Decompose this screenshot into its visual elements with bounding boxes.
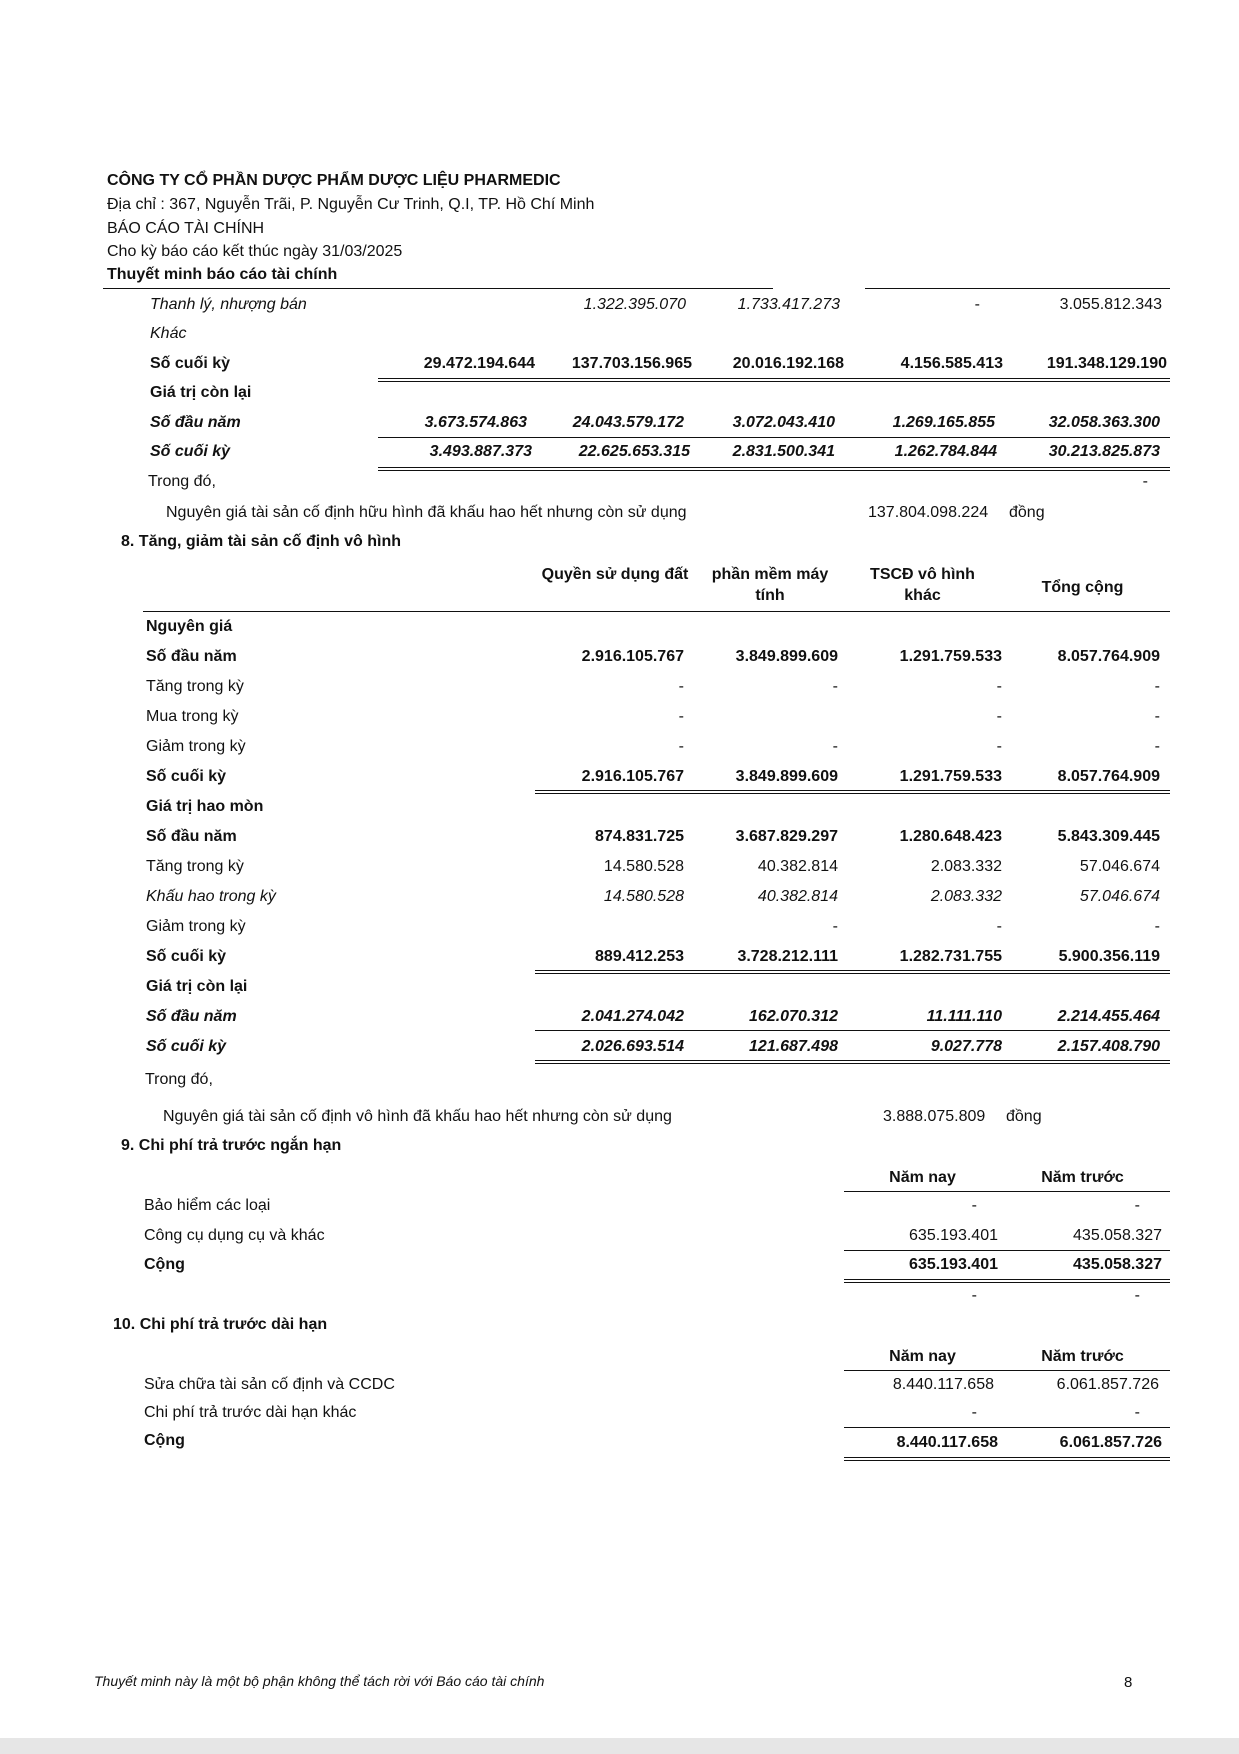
section-title: 10. Chi phí trả trước dài hạn: [113, 1316, 328, 1333]
cell: 8.440.117.658: [892, 1376, 994, 1393]
cell: -: [832, 918, 838, 935]
cell: -: [971, 1197, 977, 1214]
tangible-note-label: Nguyên giá tài sản cố định hữu hình đã khấu hao hết nhưng còn sử dụng: [166, 504, 687, 521]
row-label: Số cuối kỳ: [146, 948, 227, 965]
cell: 121.687.498: [749, 1038, 838, 1055]
cell: -: [1154, 678, 1160, 695]
tangible-note-value: 137.804.098.224: [868, 504, 989, 521]
row-label: Bảo hiểm các loại: [144, 1197, 271, 1214]
row-label: Giảm trong kỳ: [146, 918, 246, 935]
row-rule: [844, 1250, 1170, 1251]
cell: -: [996, 918, 1002, 935]
cell: 3.728.212.111: [737, 948, 838, 965]
row-label: Khác: [150, 325, 187, 342]
row-rule: [378, 437, 1170, 438]
table-rule: [535, 1030, 1170, 1031]
cell: 191.348.129.190: [1046, 355, 1167, 372]
column-header: TSCĐ vô hình khác: [870, 566, 975, 604]
cell: 2.157.408.790: [1057, 1038, 1160, 1055]
row-label: Sửa chữa tài sản cố định và CCDC: [144, 1376, 395, 1393]
cell: 435.058.327: [1073, 1227, 1162, 1244]
cell: -: [971, 1404, 977, 1421]
cell: 11.111.110: [926, 1008, 1002, 1025]
header-rule: [844, 1191, 1170, 1192]
cell: -: [971, 1287, 977, 1304]
cell: -: [678, 738, 684, 755]
cell: 1.291.759.533: [899, 768, 1002, 785]
row-label: Số đầu năm: [146, 1008, 237, 1025]
intangible-note-unit: đồng: [1006, 1108, 1042, 1125]
column-header: Năm nay: [889, 1348, 956, 1365]
cell: 1.262.784.844: [894, 443, 997, 460]
cell: -: [996, 678, 1002, 695]
cell: 30.213.825.873: [1048, 443, 1160, 460]
row-label: Số cuối kỳ: [150, 355, 231, 372]
column-header: Tổng cộng: [1041, 579, 1124, 596]
row-label: Thanh lý, nhượng bán: [150, 296, 307, 313]
table-rule: [535, 970, 1170, 974]
row-label: Nguyên giá: [146, 618, 233, 635]
column-header: Quyền sử dụng đất: [541, 566, 689, 583]
cell: 57.046.674: [1079, 858, 1160, 875]
cell: 2.026.693.514: [581, 1038, 684, 1055]
intangible-note-label: Nguyên giá tài sản cố định vô hình đã khấu hao hết nhưng còn sử dụng: [163, 1108, 672, 1125]
cell: 435.058.327: [1073, 1256, 1162, 1273]
row-label: Số cuối kỳ: [150, 443, 231, 460]
cell: -: [996, 738, 1002, 755]
column-header: Năm trước: [1041, 1348, 1124, 1365]
cell: 2.916.105.767: [581, 648, 684, 665]
row-label: Số cuối kỳ: [146, 768, 227, 785]
cell: 1.269.165.855: [892, 414, 995, 431]
company-name: CÔNG TY CỔ PHẦN DƯỢC PHẨM DƯỢC LIỆU PHARMEDIC: [107, 172, 561, 189]
cell: 1.733.417.273: [737, 296, 840, 313]
cell: -: [678, 708, 684, 725]
cell: 57.046.674: [1079, 888, 1160, 905]
cell: -: [1134, 1197, 1140, 1214]
header-rule: [844, 1370, 1170, 1371]
intangible-note-value: 3.888.075.809: [883, 1108, 986, 1125]
cell: 14.580.528: [603, 888, 684, 905]
cell: 1.291.759.533: [899, 648, 1002, 665]
row-label: Giảm trong kỳ: [146, 738, 246, 755]
cell: 635.193.401: [909, 1256, 998, 1273]
scan-edge: [0, 1738, 1239, 1754]
cell: -: [996, 708, 1002, 725]
row-label: Mua trong kỳ: [146, 708, 239, 725]
cell: 3.493.887.373: [429, 443, 532, 460]
in-which-label: Trong đó,: [145, 1071, 213, 1088]
cell: -: [1142, 473, 1148, 490]
total-rule: [844, 1279, 1170, 1283]
total-rule: [378, 467, 1170, 471]
cell: 6.061.857.726: [1056, 1376, 1159, 1393]
cell: 874.831.725: [595, 828, 684, 845]
column-header: Năm nay: [889, 1169, 956, 1186]
row-label: Số đầu năm: [146, 648, 237, 665]
cell: 2.831.500.341: [732, 443, 835, 460]
row-label: Cộng: [144, 1256, 185, 1273]
header-rule: [103, 288, 773, 289]
row-rule: [844, 1427, 1170, 1428]
total-rule: [378, 378, 1170, 382]
cell: -: [1154, 918, 1160, 935]
tangible-note-unit: đồng: [1009, 504, 1045, 521]
row-label: Khấu hao trong kỳ: [146, 888, 276, 905]
footer-note: Thuyết minh này là một bộ phận không thể tách rời với Báo cáo tài chính: [94, 1673, 545, 1689]
cell: 8.057.764.909: [1057, 768, 1160, 785]
report-title: BÁO CÁO TÀI CHÍNH: [107, 220, 265, 237]
cell: 635.193.401: [909, 1227, 998, 1244]
row-label: Số cuối kỳ: [146, 1038, 227, 1055]
cell: 3.072.043.410: [732, 414, 835, 431]
section-title: 9. Chi phí trả trước ngắn hạn: [121, 1137, 342, 1154]
cell: 2.214.455.464: [1057, 1008, 1160, 1025]
cell: -: [678, 678, 684, 695]
cell: -: [1134, 1404, 1140, 1421]
cell: 5.843.309.445: [1057, 828, 1160, 845]
row-label: Số đầu năm: [150, 414, 241, 431]
row-label: Số đầu năm: [146, 828, 237, 845]
cell: 2.083.332: [930, 888, 1002, 905]
cell: 4.156.585.413: [900, 355, 1003, 372]
row-label: Tăng trong kỳ: [146, 858, 244, 875]
cell: 8.057.764.909: [1057, 648, 1160, 665]
company-address: Địa chỉ : 367, Nguyễn Trãi, P. Nguyễn Cư Trinh, Q.I, TP. Hồ Chí Minh: [107, 196, 595, 213]
row-label: Chi phí trả trước dài hạn khác: [144, 1404, 357, 1421]
row-label: Giá trị còn lại: [146, 978, 248, 995]
cell: 32.058.363.300: [1048, 414, 1160, 431]
cell: 40.382.814: [757, 888, 838, 905]
cell: -: [832, 678, 838, 695]
cell: 20.016.192.168: [732, 355, 844, 372]
section-title: 8. Tăng, giảm tài sản cố định vô hình: [121, 533, 402, 550]
cell: 9.027.778: [930, 1038, 1002, 1055]
cell: 22.625.653.315: [578, 443, 690, 460]
cell: 3.849.899.609: [735, 648, 838, 665]
cell: -: [974, 296, 980, 313]
notes-heading: Thuyết minh báo cáo tài chính: [107, 266, 338, 283]
cell: 2.041.274.042: [581, 1008, 684, 1025]
cell: 3.849.899.609: [735, 768, 838, 785]
row-label: Công cụ dụng cụ và khác: [144, 1227, 325, 1244]
table-rule: [535, 790, 1170, 794]
cell: 14.580.528: [603, 858, 684, 875]
cell: -: [1154, 708, 1160, 725]
cell: -: [1134, 1287, 1140, 1304]
cell: 6.061.857.726: [1059, 1434, 1162, 1451]
cell: 8.440.117.658: [896, 1434, 998, 1451]
cell: 1.280.648.423: [899, 828, 1002, 845]
cell: -: [1154, 738, 1160, 755]
cell: 1.322.395.070: [583, 296, 686, 313]
row-label: Giá trị hao mòn: [146, 798, 264, 815]
total-rule: [844, 1457, 1170, 1461]
column-header: phần mềm máy tính: [711, 566, 829, 604]
page-number: 8: [1124, 1674, 1133, 1691]
cell: 5.900.356.119: [1058, 948, 1160, 965]
cell: 24.043.579.172: [572, 414, 684, 431]
cell: 1.282.731.755: [899, 948, 1002, 965]
header-rule-right: [865, 288, 1170, 289]
cell: 40.382.814: [757, 858, 838, 875]
report-period: Cho kỳ báo cáo kết thúc ngày 31/03/2025: [107, 243, 403, 260]
row-label: Giá trị còn lại: [150, 384, 252, 401]
cell: 162.070.312: [749, 1008, 838, 1025]
cell: 2.916.105.767: [581, 768, 684, 785]
column-header: Năm trước: [1041, 1169, 1124, 1186]
cell: 137.703.156.965: [571, 355, 692, 372]
row-label: Tăng trong kỳ: [146, 678, 244, 695]
table-rule: [535, 1060, 1170, 1064]
row-label: Trong đó,: [148, 473, 216, 490]
cell: 3.687.829.297: [735, 828, 838, 845]
cell: 3.673.574.863: [424, 414, 527, 431]
cell: 2.083.332: [930, 858, 1002, 875]
cell: 3.055.812.343: [1059, 296, 1162, 313]
cell: -: [832, 738, 838, 755]
cell: 29.472.194.644: [423, 355, 535, 372]
cell: 889.412.253: [595, 948, 684, 965]
row-label: Cộng: [144, 1432, 185, 1449]
header-rule: [143, 611, 1170, 612]
